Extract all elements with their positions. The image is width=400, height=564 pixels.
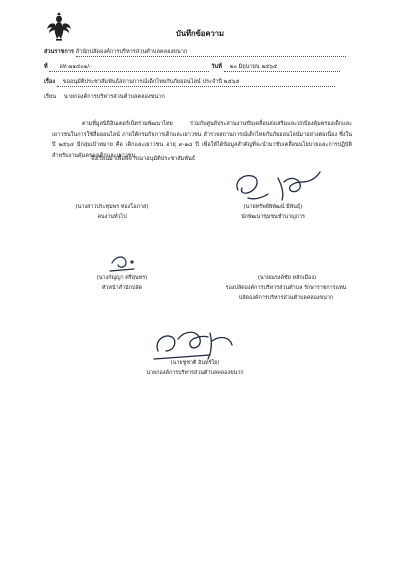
to-value: นายกองค์การบริหารส่วนตำบลคลองขนาก (63, 94, 165, 100)
to-label: เรียน (44, 94, 57, 100)
signature-5-name: (นายชูชาติ อินทร์ใย) (170, 360, 220, 366)
signature-2-position: นักพัฒนาชุมชนชำนาญการ (241, 214, 305, 220)
ref-line (44, 63, 340, 72)
subject-value: ขออนุมัติประชาสัมพันธ์สถานการณ์เด็กไทยกับภัยออนไลน์ ประจำปี ๒๕๖๕ (57, 78, 335, 87)
ref-value: อท ๗๑๕๐๑/- (49, 63, 209, 72)
closing-line: จึงเรียนมาเพื่อพิจารณาอนุมัติประชาสัมพันธ์ (91, 156, 196, 162)
signature-4-name: (นายณรงค์ชัย หลักเมือง) (257, 275, 317, 281)
signature-2-handwriting (232, 168, 324, 204)
date-label: วันที่ (211, 64, 222, 70)
signature-5-handwriting (150, 325, 240, 363)
signature-2-name: (นายทรัพย์พิพัฒน์ มีพันธุ์) (243, 204, 303, 210)
signature-1-name: (นางสาวประทุมพร ทองโอภาส) (75, 204, 149, 210)
signature-3-position: หัวหน้าสำนักปลัด (101, 285, 143, 291)
subject-label: เรื่อง (44, 79, 56, 85)
to-line (44, 93, 165, 101)
ref-label: ที่ (44, 64, 48, 70)
memo-title: บันทึกข้อความ (176, 29, 224, 38)
agency-line (44, 48, 346, 57)
agency-label: ส่วนราชการ (44, 49, 74, 55)
signature-5-position: นายกองค์การบริหารส่วนตำบลคลองขนาก (146, 370, 244, 376)
body-paragraph-text: ตามที่มูลนิธิอินเตอร์เน็ตร่วมพัฒนาไทย ร่วมกับศูนย์ประสานงานขับเคลื่อนส่งเสริมและปกป้องคุ้มครองเด็กและเยาวชนในการใช้สื่อออนไลน์ ภายใต้กรมกิจการเด็กและเยาวชน สำรวจสถานการณ์เด็กไทยกับภัยออนไลน์มาอย่างต่อเนื่อง ซึ่งในปี ๒๕๖๔ มีกลุ่มเป้าหมาย คือ เด็กและเยาวชน อายุ ๙-๑๘ ปี เพื่อให้ได้ข้อมูลสำคัญที่จะนำมาขับเคลื่อนนโยบายและการปฏิบัติสำหรับงานคุ้มครองเด็กและเยาวชน (52, 121, 352, 159)
signature-4-position-2: ปลัดองค์การบริหารส่วนตำบลคลองขนาก (238, 295, 334, 301)
signature-4-position: รองปลัดองค์การบริหารส่วนตำบล รักษาราชการแทน (225, 285, 347, 291)
agency-value: สำนักปลัดองค์การบริหารส่วนตำบลคลองขนาก (76, 48, 346, 57)
signature-1-position: คนงานทั่วไป (97, 214, 127, 220)
signature-3-name: (นางกัญญา ศรีสุนทร) (96, 275, 148, 281)
date-value: ๒๐ มิถุนายน ๒๕๖๕ (224, 63, 340, 72)
subject-line (44, 78, 335, 87)
signature-3-handwriting (108, 253, 138, 275)
